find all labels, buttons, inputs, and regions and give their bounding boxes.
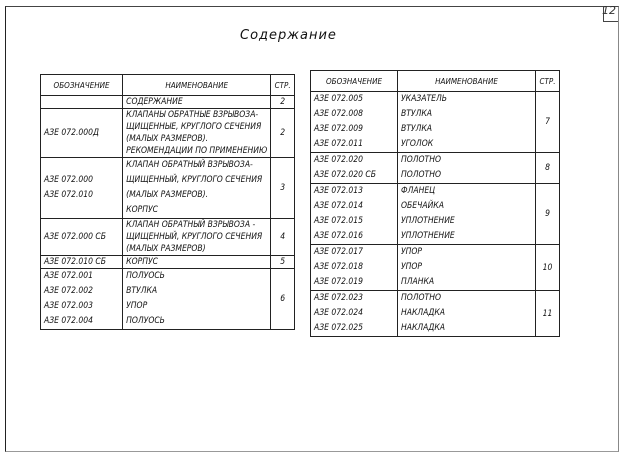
designation-cell-line: АЗЕ 072.014 (314, 201, 364, 211)
designation-cell-line: АЗЕ 072.002 (44, 286, 94, 296)
header-designation: ОБОЗНАЧЕНИЕ (41, 75, 123, 96)
name-cell (123, 109, 271, 158)
designation-cell-line: АЗЕ 072.020 СБ (314, 170, 377, 180)
name-cell (398, 92, 536, 153)
page-title: Содержание (240, 28, 337, 43)
page-cell: 7 (536, 92, 560, 153)
table-row (41, 256, 295, 269)
designation-cell-line: АЗЕ 072.016 (314, 231, 364, 241)
name-cell-line: КОРПУС (126, 205, 158, 215)
name-cell (123, 256, 271, 269)
name-cell-line: (МАЛЫХ РАЗМЕРОВ). (126, 134, 209, 144)
name-cell-line: НАКЛАДКА (401, 323, 446, 333)
designation-cell (311, 245, 398, 291)
designation-cell-line: АЗЕ 072.017 (314, 247, 364, 257)
table-row (41, 158, 295, 219)
name-cell-line: ВТУЛКА (126, 286, 158, 296)
name-cell-line: ВТУЛКА (401, 124, 432, 134)
designation-cell (311, 153, 398, 184)
table-row (311, 291, 560, 337)
name-cell-line: СОДЕРЖАНИЕ (126, 97, 183, 107)
designation-cell (311, 184, 398, 245)
name-cell (398, 153, 536, 184)
name-cell-line: ПЛАНКА (401, 277, 435, 287)
designation-cell-line: АЗЕ 072.013 (314, 186, 364, 196)
name-cell-line: УПЛОТНЕНИЕ (401, 231, 455, 241)
designation-cell-line: АЗЕ 072.020 (314, 155, 364, 165)
designation-cell (41, 96, 123, 109)
designation-cell-line: АЗЕ 072.015 (314, 216, 364, 226)
designation-cell (41, 158, 123, 219)
designation-cell-line: АЗЕ 072.005 (314, 94, 364, 104)
name-cell (123, 269, 271, 330)
table-row (41, 109, 295, 158)
name-cell-line: УПОР (401, 262, 423, 272)
designation-cell (41, 109, 123, 158)
name-cell-line: ФЛАНЕЦ (401, 186, 436, 196)
name-cell-line: КЛАПАН ОБРАТНЫЙ ВЗРЫВОЗА- (126, 160, 253, 170)
designation-cell (311, 291, 398, 337)
page-cell: 2 (271, 96, 295, 109)
designation-cell (41, 269, 123, 330)
page-cell: 10 (536, 245, 560, 291)
designation-cell (311, 92, 398, 153)
name-cell-line: ЩИЩЕННЫЕ, КРУГЛОГО СЕЧЕНИЯ (126, 122, 262, 132)
designation-cell (41, 219, 123, 256)
table-row (311, 184, 560, 245)
table-row (41, 219, 295, 256)
designation-cell-line: АЗЕ 072.011 (314, 139, 364, 149)
name-cell-line: УКАЗАТЕЛЬ (401, 94, 447, 104)
page-cell: 8 (536, 153, 560, 184)
contents-table-left (40, 74, 295, 330)
name-cell-line: ВТУЛКА (401, 109, 432, 119)
designation-cell-line: АЗЕ 072.001 (44, 271, 94, 281)
page-cell: 4 (271, 219, 295, 256)
name-cell (123, 219, 271, 256)
designation-cell-line: АЗЕ 072.008 (314, 109, 364, 119)
name-cell-line: УПЛОТНЕНИЕ (401, 216, 455, 226)
sheet-number: 12 (602, 4, 616, 17)
page-cell: 3 (271, 158, 295, 219)
header-page: СТР. (536, 71, 560, 92)
designation-cell-line: АЗЕ 072.019 (314, 277, 364, 287)
name-cell-line: (МАЛЫХ РАЗМЕРОВ). (126, 190, 209, 200)
name-cell-line: УГОЛОК (401, 139, 434, 149)
name-cell-line: КЛАПАНЫ ОБРАТНЫЕ ВЗРЫВОЗА- (126, 110, 259, 120)
page-cell: 2 (271, 109, 295, 158)
name-cell (398, 245, 536, 291)
name-cell (123, 96, 271, 109)
designation-cell-line: АЗЕ 072.023 (314, 293, 364, 303)
table-row (41, 269, 295, 330)
designation-cell-line: АЗЕ 072.000 СБ (44, 232, 107, 242)
table-header-row (41, 75, 295, 96)
table-row (41, 96, 295, 109)
header-designation: ОБОЗНАЧЕНИЕ (311, 71, 398, 92)
page-cell: 11 (536, 291, 560, 337)
name-cell-line: ПОЛОТНО (401, 170, 441, 180)
name-cell-line: (МАЛЫХ РАЗМЕРОВ) (126, 244, 206, 254)
name-cell-line: НАКЛАДКА (401, 308, 446, 318)
designation-cell-line: АЗЕ 072.010 (44, 190, 94, 200)
designation-cell-line: АЗЕ 072.010 СБ (44, 257, 107, 267)
name-cell-line: ПОЛУОСЬ (126, 316, 165, 326)
left-table-body (41, 96, 295, 330)
name-cell-line: ПОЛУОСЬ (126, 271, 165, 281)
designation-cell-line: АЗЕ 072.000Д (44, 128, 99, 138)
table-header-row (311, 71, 560, 92)
designation-cell-line: АЗЕ 072.003 (44, 301, 94, 311)
header-name: НАИМЕНОВАНИЕ (123, 75, 271, 96)
contents-table-right (310, 70, 560, 337)
designation-cell-line: АЗЕ 072.004 (44, 316, 94, 326)
table-row (311, 245, 560, 291)
name-cell-line: ЩИЩЕННЫЙ, КРУГЛОГО СЕЧЕНИЯ (126, 175, 263, 185)
name-cell-line: ПОЛОТНО (401, 293, 441, 303)
designation-cell-line: АЗЕ 072.009 (314, 124, 364, 134)
name-cell-line: УПОР (401, 247, 423, 257)
table-row (311, 92, 560, 153)
name-cell-line: КЛАПАН ОБРАТНЫЙ ВЗРЫВОЗА - (126, 220, 256, 230)
header-name: НАИМЕНОВАНИЕ (398, 71, 536, 92)
name-cell-line: ОБЕЧАЙКА (401, 201, 444, 211)
designation-cell-line: АЗЕ 072.000 (44, 175, 94, 185)
designation-cell-line: АЗЕ 072.025 (314, 323, 364, 333)
page-cell: 5 (271, 256, 295, 269)
designation-cell-line: АЗЕ 072.024 (314, 308, 364, 318)
name-cell-line: КОРПУС (126, 257, 158, 267)
name-cell (398, 184, 536, 245)
page-cell: 6 (271, 269, 295, 330)
name-cell (398, 291, 536, 337)
header-page: СТР. (271, 75, 295, 96)
designation-cell-line: АЗЕ 072.018 (314, 262, 364, 272)
name-cell-line: РЕКОМЕНДАЦИИ ПО ПРИМЕНЕНИЮ (126, 146, 268, 156)
name-cell (123, 158, 271, 219)
designation-cell (41, 256, 123, 269)
name-cell-line: УПОР (126, 301, 148, 311)
page-cell: 9 (536, 184, 560, 245)
right-table-body (311, 92, 560, 337)
name-cell-line: ЩИЩЕННЫЙ, КРУГЛОГО СЕЧЕНИЯ (126, 232, 263, 242)
table-row (311, 153, 560, 184)
name-cell-line: ПОЛОТНО (401, 155, 441, 165)
